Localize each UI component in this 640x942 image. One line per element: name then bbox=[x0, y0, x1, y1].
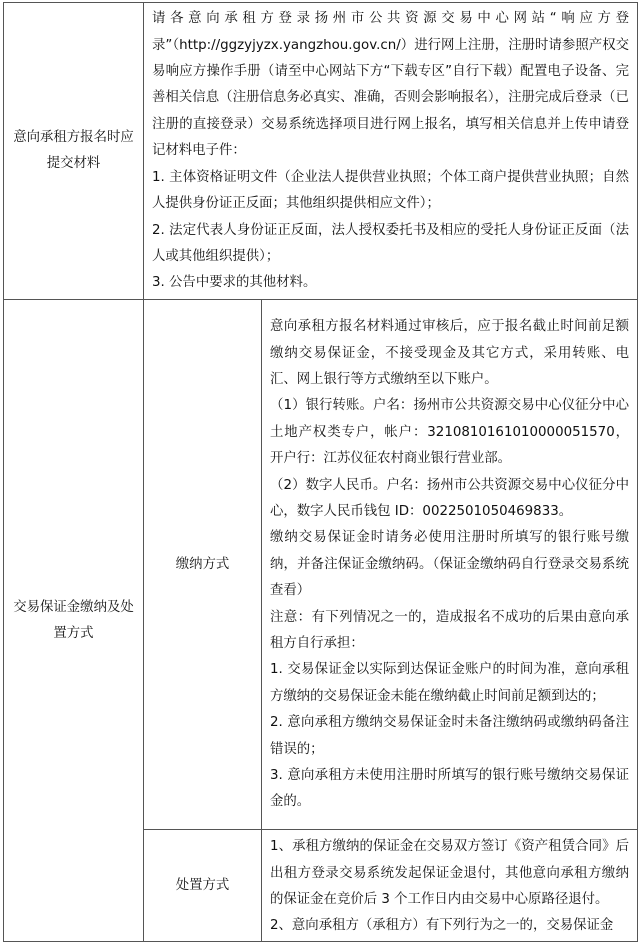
deposit-label: 交易保证金缴纳及处置方式 bbox=[4, 300, 144, 942]
deposit-payment-row bbox=[4, 300, 638, 830]
registration-item-1: 1. 主体资格证明文件（企业法人提供营业执照；个体工商户提供营业执照；自然人提供身份证正反面；其他组织提供相应文件）； bbox=[152, 169, 630, 212]
registration-label: 意向承租方报名时应提交材料 bbox=[4, 3, 144, 300]
payment-notice: 注意：有下列情况之一的，造成报名不成功的后果由意向承租方自行承担： bbox=[270, 609, 630, 652]
document-table bbox=[3, 2, 638, 942]
payment-intro: 意向承租方报名材料通过审核后，应于报名截止时间前足额缴纳交易保证金，不接受现金及其它方式，采用转账、电汇、网上银行等方式缴纳至以下账户。 bbox=[270, 319, 630, 387]
registration-item-2: 2. 法定代表人身份证正反面，法人授权委托书及相应的受托人身份证正反面（法人或其他组织提供）； bbox=[152, 222, 630, 264]
registration-content bbox=[144, 3, 638, 300]
payment-notice-item-1: 1. 交易保证金以实际到达保证金账户的时间为准，意向承租方缴纳的交易保证金未能在缴纳截止时间前足额到达的； bbox=[270, 662, 630, 704]
disposal-item-2: 2、意向承租方（承租方）有下列行为之一的，交易保证金 bbox=[270, 918, 614, 934]
disposal-method-content bbox=[262, 830, 638, 942]
registration-intro: 请各意向承租方登录扬州市公共资源交易中心网站“响应方登录”（http://ggzyjyzx.yangzhou.gov.cn/）进行网上注册，注册时请参照产权交易响应方操作手册（请至中心网站下方“下载专区”自行下载）配置电子设备、完善相关信息（注册信息务必真实、准确，否则会影响报名），注册完成后登录（已注册的直接登录）交易系统选择项目进行网上报名，填写相关信息并上传申请登记材料电子件： bbox=[152, 11, 630, 159]
registration-item-3: 3. 公告中要求的其他材料。 bbox=[152, 275, 317, 291]
payment-notice-item-3: 3. 意向承租方未使用注册时所填写的银行账号缴纳交易保证金的。 bbox=[270, 768, 630, 810]
registration-row bbox=[4, 3, 638, 300]
payment-bank-transfer: （1）银行转账。户名：扬州市公共资源交易中心仪征分中心土地产权类专户，帐户：3210810161010000051570，开户行：江苏仪征农村商业银行营业部。 bbox=[270, 398, 630, 467]
payment-notice-item-2: 2. 意向承租方缴纳交易保证金时未备注缴纳码或缴纳码备注错误的； bbox=[270, 715, 630, 757]
disposal-method-label: 处置方式 bbox=[144, 830, 262, 942]
payment-method-label: 缴纳方式 bbox=[144, 300, 262, 830]
disposal-item-1: 1、承租方缴纳的保证金在交易双方签订《资产租赁合同》后出租方登录交易系统发起保证金退付，其他意向承租方缴纳的保证金在竞价后 3 个工作日内由交易中心原路径退付。 bbox=[270, 839, 630, 907]
payment-remark: 缴纳交易保证金时请务必使用注册时所填写的银行账号缴纳，并备注保证金缴纳码。（保证金缴纳码自行登录交易系统查看） bbox=[270, 530, 630, 599]
payment-digital-rmb: （2）数字人民币。户名：扬州市公共资源交易中心仪征分中心，数字人民币钱包 ID：0022501050469833。 bbox=[270, 477, 630, 519]
payment-method-content bbox=[262, 300, 638, 830]
